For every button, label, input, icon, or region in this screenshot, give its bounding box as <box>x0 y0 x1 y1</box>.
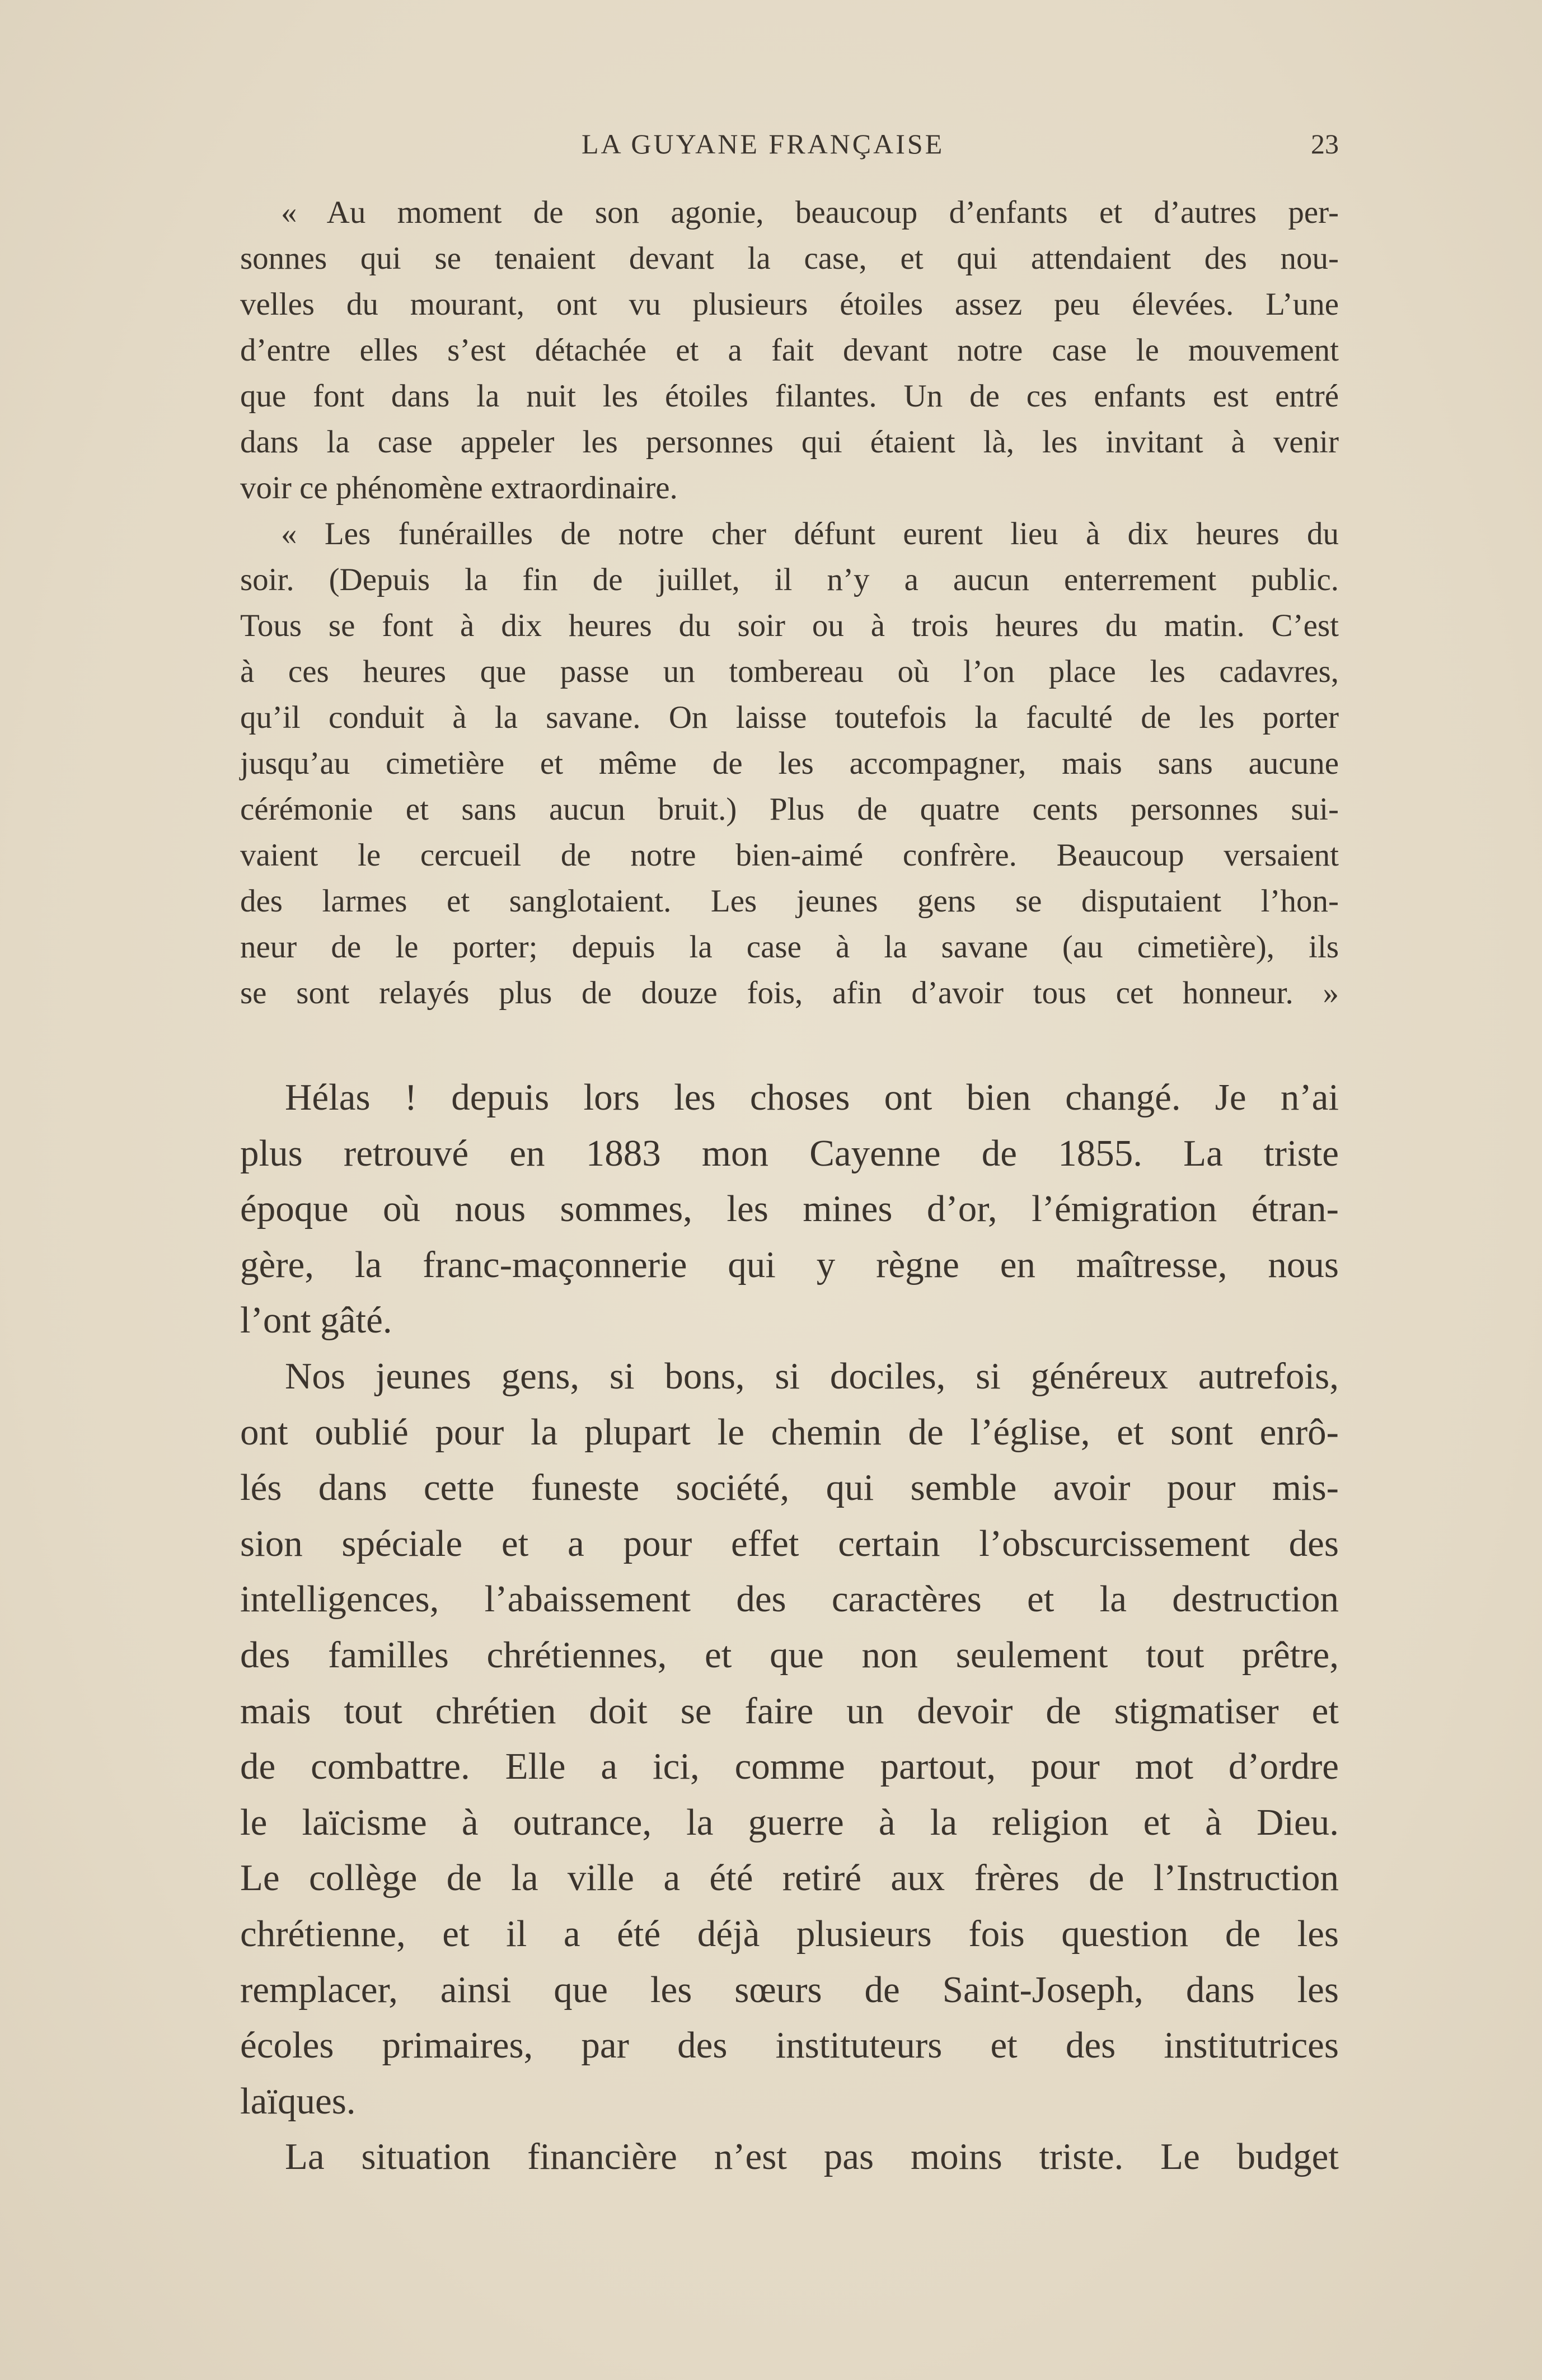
main-text <box>240 1070 1339 2185</box>
text-line: sion spéciale et a pour effet certain l’obscurcissement des <box>240 1522 1339 1564</box>
text-line: plus retrouvé en 1883 mon Cayenne de 1855. La triste <box>240 1132 1339 1174</box>
page-header <box>240 128 1339 167</box>
text-line: remplacer, ainsi que les sœurs de Saint-Joseph, dans les <box>240 1968 1339 2010</box>
text-line: le laïcisme à outrance, la guerre à la religion et à Dieu. <box>240 1801 1339 1843</box>
text-line: velles du mourant, ont vu plusieurs étoiles assez peu élevées. L’une <box>240 287 1339 322</box>
text-line: jusqu’au cimetière et même de les accompagner, mais sans aucune <box>240 746 1339 781</box>
text-line: des familles chrétiennes, et que non seulement tout prêtre, <box>240 1634 1339 1676</box>
text-line: voir ce phénomène extraordinaire. <box>240 470 678 506</box>
text-line: dans la case appeler les personnes qui étaient là, les invitant à venir <box>240 424 1339 460</box>
paragraph <box>240 1349 1339 2129</box>
text-line: « Au moment de son agonie, beaucoup d’enfants et d’autres per- <box>281 195 1339 230</box>
text-line: ont oublié pour la plupart le chemin de l’église, et sont enrô- <box>240 1411 1339 1453</box>
text-line: qu’il conduit à la savane. On laisse toutefois la faculté de les porter <box>240 700 1339 735</box>
text-line: chrétienne, et il a été déjà plusieurs fois question de les <box>240 1913 1339 1955</box>
text-line: La situation financière n’est pas moins triste. Le budget <box>285 2136 1339 2178</box>
text-line: époque où nous sommes, les mines d’or, l’émigration étran- <box>240 1188 1339 1230</box>
text-line: Le collège de la ville a été retiré aux frères de l’Instruction <box>240 1857 1339 1899</box>
text-line: à ces heures que passe un tombereau où l’on place les cadavres, <box>240 654 1339 689</box>
text-line: l’ont gâté. <box>240 1299 392 1341</box>
text-line: sonnes qui se tenaient devant la case, et qui attendaient des nou- <box>240 241 1339 276</box>
text-line: cérémonie et sans aucun bruit.) Plus de quatre cents personnes sui- <box>240 792 1339 827</box>
text-line: Hélas ! depuis lors les choses ont bien changé. Je n’ai <box>285 1077 1339 1118</box>
text-line: que font dans la nuit les étoiles filantes. Un de ces enfants est entré <box>240 378 1339 414</box>
text-line: de combattre. Elle a ici, comme partout, pour mot d’ordre <box>240 1746 1339 1788</box>
text-line: se sont relayés plus de douze fois, afin d’avoir tous cet honneur. » <box>240 975 1339 1011</box>
text-line: des larmes et sanglotaient. Les jeunes gens se disputaient l’hon- <box>240 883 1339 919</box>
text-line: intelligences, l’abaissement des caractères et la destruction <box>240 1578 1339 1620</box>
text-line: Nos jeunes gens, si bons, si dociles, si généreux autrefois, <box>285 1355 1339 1397</box>
text-line: Tous se font à dix heures du soir ou à trois heures du matin. C’est <box>240 608 1339 643</box>
text-line: soir. (Depuis la fin de juillet, il n’y a aucun enterrement public. <box>240 562 1339 597</box>
paragraph <box>240 190 1339 511</box>
text-line: lés dans cette funeste société, qui semble avoir pour mis- <box>240 1467 1339 1509</box>
text-line: écoles primaires, par des instituteurs et des institutrices <box>240 2024 1339 2066</box>
paragraph <box>240 511 1339 1016</box>
paragraph <box>240 1070 1339 1349</box>
quoted-letter <box>240 190 1339 1016</box>
text-line: laïques. <box>240 2080 356 2122</box>
text-line: d’entre elles s’est détachée et a fait devant notre case le mouvement <box>240 333 1339 368</box>
running-title: LA GUYANE FRANÇAISE <box>582 128 945 160</box>
page-number: 23 <box>1311 128 1339 160</box>
paragraph <box>240 2129 1339 2185</box>
text-line: neur de le porter; depuis la case à la savane (au cimetière), ils <box>240 929 1339 965</box>
text-line: « Les funérailles de notre cher défunt eurent lieu à dix heures du <box>281 516 1339 551</box>
text-line: gère, la franc-maçonnerie qui y règne en maîtresse, nous <box>240 1243 1339 1285</box>
text-line: mais tout chrétien doit se faire un devoir de stigmatiser et <box>240 1690 1339 1732</box>
text-line: vaient le cercueil de notre bien-aimé confrère. Beaucoup versaient <box>240 838 1339 873</box>
